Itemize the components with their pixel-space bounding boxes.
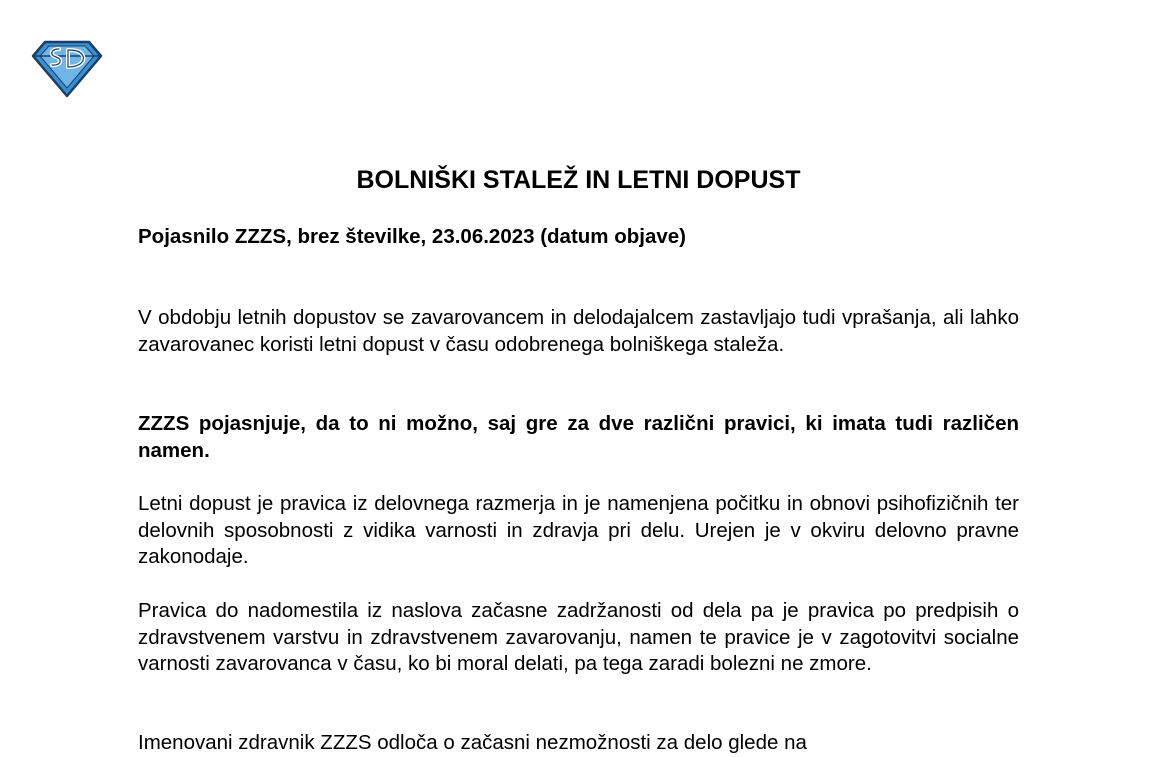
document-title: BOLNIŠKI STALEŽ IN LETNI DOPUST — [356, 166, 801, 194]
paragraph-annual-leave: Letni dopust je pravica iz delovnega razmerja in je namenjena počitku in obnovi psihofizičnih ter delovnih sposobnosti z vidika varnosti in zdravja pri delu. Urejen je v okviru delovno pravne zakonodaje. — [138, 492, 1019, 568]
document-subtitle: Pojasnilo ZZZS, brez številke, 23.06.2023 (datum objave) — [138, 225, 687, 248]
diamond-logo-icon — [31, 40, 103, 98]
paragraph-zzzs-explanation: ZZZS pojasnjuje, da to ni možno, saj gre za dve različni pravici, ki imata tudi različen namen. — [138, 412, 1019, 462]
paragraph-sick-leave-compensation: Pravica do nadomestila iz naslova začasne zadržanosti od dela pa je pravica po predpisih o zdravstvenem varstvu in zdravstvenem zavarovanju, namen te pravice je v zagotovitvi socialne varnosti zavarovanca v času, ko bi moral delati, pa tega zaradi bolezni ne zmore. — [138, 599, 1019, 675]
logo-icon — [31, 40, 103, 98]
paragraph-appointed-doctor: Imenovani zdravnik ZZZS odloča o začasni nezmožnosti za delo glede na — [138, 731, 807, 754]
paragraph-intro: V obdobju letnih dopustov se zavarovancem in delodajalcem zastavljajo tudi vprašanja, ali lahko zavarovanec koristi letni dopust v času odobrenega bolniškega staleža. — [138, 306, 1019, 356]
